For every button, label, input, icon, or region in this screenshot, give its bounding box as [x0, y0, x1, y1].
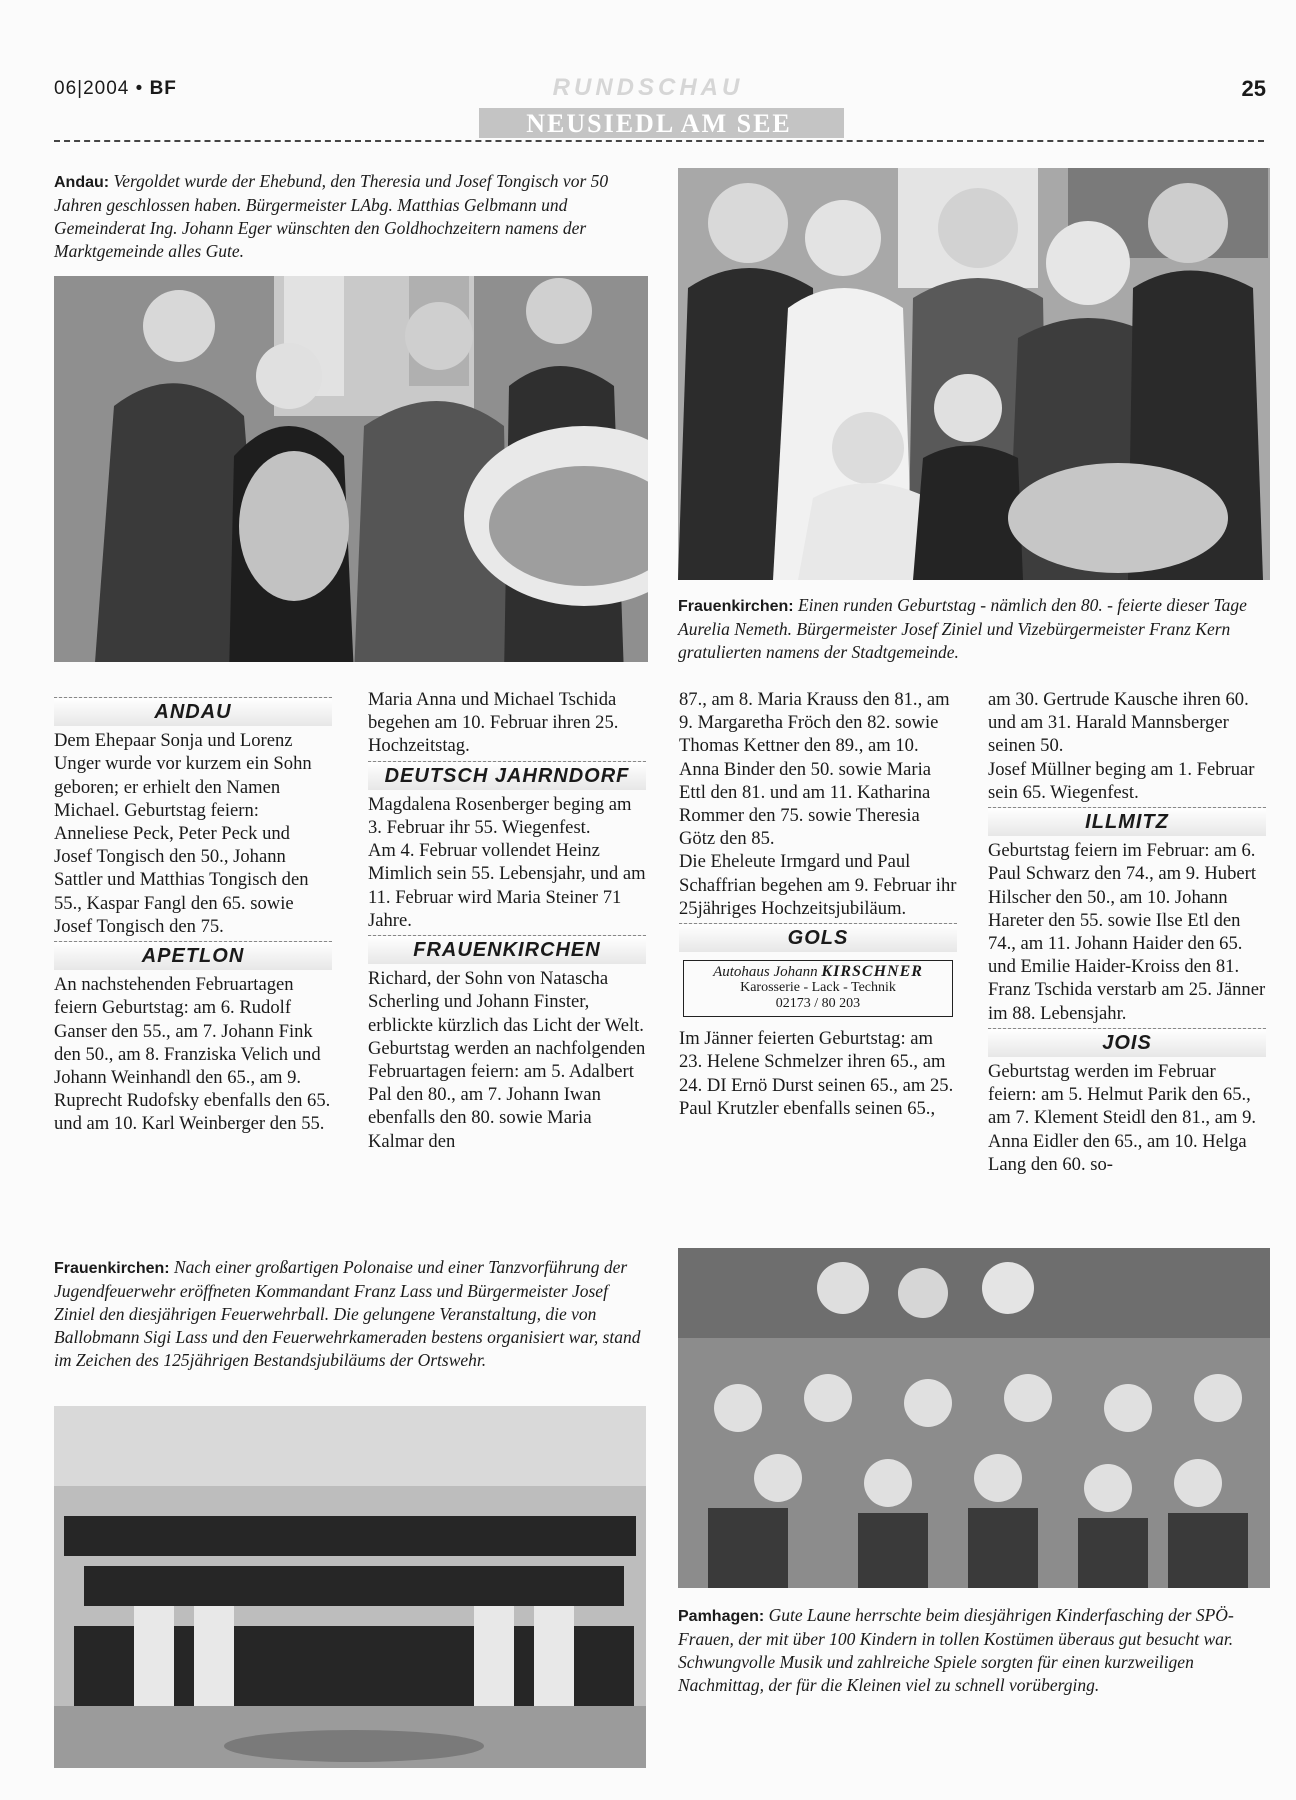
magazine-name: BF [149, 78, 177, 99]
issue-label: 06|2004 • BF [54, 78, 177, 99]
deutsch-jahrndorf-text-1: Magdalena Rosenberger beging am 3. Februar ihr 55. Wiegenfest. [368, 793, 632, 839]
caption-place: Frauenkirchen: [678, 598, 794, 615]
frauenkirchen-continued-text-1: 87., am 8. Maria Krauss den 81., am 9. Margaretha Fröch den 82. sowie Thomas Kettner den 89., am 10. Anna Binder den 50. sowie Maria Ettl den 81. und am 11. Katharina Rommer den 75. sowie Theresia Götz den 85. [679, 689, 950, 850]
section-head-andau: ANDAU [54, 697, 332, 726]
illmitz-text-2: Franz Tschida verstarb am 25. Jänner im 88. Lebensjahr. [988, 979, 1266, 1024]
page-number: 25 [1241, 76, 1266, 101]
caption-text: Gute Laune herrschte beim diesjährigen Kinderfasching der SPÖ-Frauen, der mit über 100 Kindern in tollen Kostümen überaus gut besucht war. Schwungvolle Musik und zahlreiche Spiele sorgten für einen kurzweiligen Nachmittag, der für die Kleinen viel zu schnell vorüberging. [678, 1605, 1234, 1695]
caption-frauenkirchen-feuerwehr [54, 1256, 646, 1372]
section-head-apetlon: APETLON [54, 941, 332, 970]
advertisement-autohaus-kirschner [683, 960, 953, 1017]
andau-continued-text: Maria Anna und Michael Tschida begehen am 10. Februar ihren 25. Hochzeitstag. [368, 689, 619, 757]
ad-title [684, 964, 952, 980]
column-4 [988, 688, 1266, 1176]
section-head-gols: GOLS [679, 923, 957, 952]
caption-frauenkirchen-birthday [678, 594, 1270, 664]
ad-line-autohaus: Autohaus [713, 964, 770, 981]
andau-text: Dem Ehepaar Sonja und Lorenz Unger wurde vor kurzem ein Sohn geboren; er erhielt den Namen Michael. Geburtstag feiern: Anneliese Peck, Peter Peck und Josef Tongisch den 50., Johann Sattler und Matthias Tongisch den 55., Kaspar Fangl den 65. sowie Josef Tongisch den 75. [54, 730, 312, 937]
region-title: NEUSIEDL AM SEE [526, 109, 792, 138]
column-2 [368, 688, 646, 1153]
section-head-illmitz: ILLMITZ [988, 807, 1266, 836]
jois-text: Geburtstag werden im Februar feiern: am 5. Helmut Parik den 65., am 7. Klement Steidl den 81., am 9. Anna Eidler den 65., am 10. Helga Lang den 60. so- [988, 1061, 1257, 1175]
illmitz-text-1: Geburtstag feiern im Februar: am 6. Paul Schwarz den 74., am 9. Hubert Hilscher den 50., am 10. Johann Hareter den 55. sowie Ilse Etl den 74., am 11. Johann Haider den 65. und Emilie Haider-Kroiss den 81. [988, 840, 1256, 978]
caption-text: Vergoldet wurde der Ehebund, den Theresia und Josef Tongisch vor 50 Jahren geschlossen haben. Bürgermeister LAbg. Matthias Gelbmann und Gemeinderat Ing. Johann Eger wünschten den Goldhochzeitern namens der Marktgemeinde alles Gute. [54, 171, 609, 261]
gols-text: Im Jänner feierten Geburtstag: am 23. Helene Schmelzer ihren 65., am 24. DI Ernö Durst seinen 65., am 25. Paul Krutzler ebenfalls seinen 65., [679, 1028, 954, 1119]
column-1 [54, 694, 332, 1136]
issue-number: 06|2004 [54, 78, 130, 99]
caption-place: Frauenkirchen: [54, 1260, 170, 1277]
ad-name: KIRSCHNER [821, 963, 923, 981]
photo-andau-golden-wedding [54, 276, 648, 662]
frauenkirchen-continued-text-2: Die Eheleute Irmgard und Paul Schaffrian begehen am 9. Februar ihr 25jähriges Hochzeitsjubiläum. [679, 851, 957, 919]
photo-pamhagen-kinderfasching [678, 1248, 1270, 1588]
caption-place: Pamhagen: [678, 1608, 765, 1625]
region-banner [54, 108, 1264, 142]
section-head-deutsch-jahrndorf: DEUTSCH JAHRNDORF [368, 761, 646, 790]
section-head-frauenkirchen: FRAUENKIRCHEN [368, 935, 646, 964]
frauenkirchen-text-1: Richard, der Sohn von Natascha Scherling und Johann Finster, erblickte kürzlich das Licht der Welt. [368, 968, 644, 1036]
caption-pamhagen [678, 1604, 1270, 1697]
caption-place: Andau: [54, 174, 110, 191]
caption-text: Nach einer großartigen Polonaise und einer Tanzvorführung der Jugendfeuerwehr eröffneten Kommandant Franz Lass und Bürgermeister Josef Ziniel den diesjährigen Feuerwehrball. Die gelungene Veranstaltung, die von Ballobmann Sigi Lass und den Feuerwehrkameraden bestens organisiert war, stand im Zeichen des 125jährigen Bestandsjubiläums der Ortswehr. [54, 1257, 641, 1370]
gols-continued-text-2: Josef Müllner beging am 1. Februar sein 65. Wiegenfest. [988, 758, 1255, 803]
caption-andau [54, 170, 646, 263]
photo-frauenkirchen-birthday [678, 168, 1270, 580]
section-head-jois: JOIS [988, 1028, 1266, 1057]
ad-phone: 02173 / 80 203 [775, 996, 861, 1012]
caption-text: Einen runden Geburtstag - nämlich den 80. - feierte dieser Tage Aurelia Nemeth. Bürgermeister Josef Ziniel und Vizebürgermeister Franz Kern gratulierten namens der Stadtgemeinde. [678, 595, 1247, 662]
ad-line-johann: Johann [773, 964, 818, 981]
column-3 [679, 688, 957, 1120]
frauenkirchen-text-2: Geburtstag werden an nachfolgenden Februartagen feiern: am 5. Adalbert Pal den 80., am 7. Johann Iwan ebenfalls den 80. sowie Maria Kalmar den [368, 1037, 646, 1152]
ad-services: Karosserie - Lack - Technik [740, 980, 896, 996]
gols-continued-text-1: am 30. Gertrude Kausche ihren 60. und am 31. Harald Mannsberger seinen 50. [988, 689, 1249, 757]
apetlon-text: An nachstehenden Februartagen feiern Geburtstag: am 6. Rudolf Ganser den 55., am 7. Johann Fink den 50., am 8. Franziska Velich und Johann Weinhandl den 65., am 9. Ruprecht Rudofsky ebenfalls den 65. und am 10. Karl Weinberger den 55. [54, 974, 331, 1135]
deutsch-jahrndorf-text-2: Am 4. Februar vollendet Heinz Mimlich sein 55. Lebensjahr, und am 11. Februar wird Maria Steiner 71 Jahre. [368, 840, 646, 931]
photo-feuerwehrball-group [54, 1406, 646, 1768]
section-title: RUNDSCHAU [552, 74, 744, 101]
